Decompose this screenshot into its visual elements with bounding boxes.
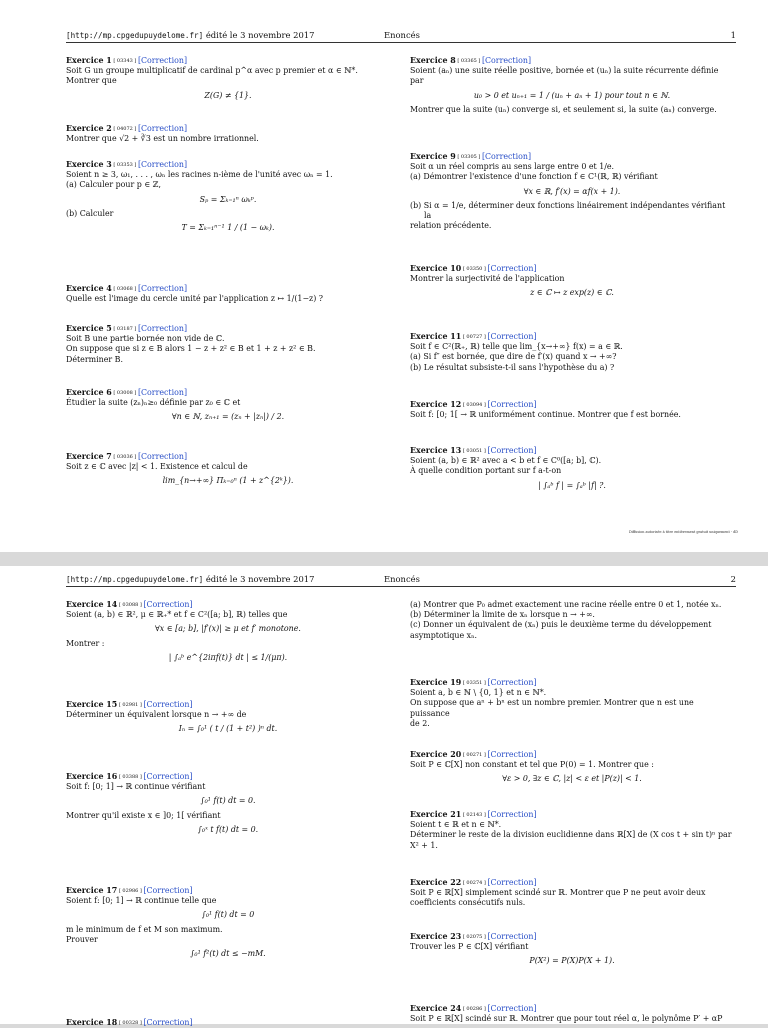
exercise-heading — [66, 160, 390, 170]
exercise-number: [ 03350 ] — [461, 266, 488, 272]
text-line: Montrer : — [66, 638, 105, 648]
exercise-block — [410, 152, 734, 231]
exercise-title: Exercice 17 — [66, 886, 118, 895]
exercise-block — [410, 810, 734, 851]
exercise-block — [410, 1004, 734, 1024]
text-line: Déterminer le reste de la division euclidienne dans ℝ[X] de (X cos t + sin t)ⁿ par — [410, 830, 732, 840]
left-column — [66, 56, 390, 546]
exercise-block — [66, 388, 390, 427]
exercise-title: Exercice 22 — [410, 878, 462, 887]
exercise-block — [410, 56, 734, 115]
exercise-title: Exercice 1 — [66, 56, 112, 65]
correction-link[interactable]: [Correction] — [487, 264, 537, 273]
exercise-heading — [66, 700, 390, 710]
text-line: (b) Le résultat subsiste-t-il sans l'hypothèse du a) ? — [410, 362, 615, 372]
text-line: Déterminer un équivalent lorsque n → +∞ de — [66, 710, 247, 720]
math-formula: ∫₀¹ f²(t) dt ≤ −mM. — [190, 949, 266, 959]
exercise-title: Exercice 16 — [66, 772, 118, 781]
correction-link[interactable]: [Correction] — [487, 810, 537, 819]
edit-date: édité le 3 novembre 2017 — [205, 30, 315, 40]
correction-link[interactable]: [Correction] — [143, 700, 193, 709]
exercise-heading — [410, 152, 734, 162]
text-line: Quelle est l'image du cercle unité par l'application z ↦ 1/(1−z) ? — [66, 294, 324, 304]
exercise-number: [ 03353 ] — [111, 162, 138, 168]
text-line: Soient (a, b) ∈ ℝ², μ ∈ ℝ₊* et f ∈ C²([a; b], ℝ) telles que — [66, 610, 288, 620]
exercise-title: Exercice 8 — [410, 56, 456, 65]
text-line: (a) Montrer que P₀ admet exactement une racine réelle entre 0 et 1, notée xₙ. — [410, 600, 722, 609]
exercise-heading — [410, 264, 734, 274]
correction-link[interactable]: [Correction] — [137, 388, 188, 397]
exercise-block — [66, 886, 390, 963]
exercise-title: Exercice 13 — [410, 446, 462, 455]
exercise-block — [410, 932, 734, 971]
exercise-heading — [410, 1004, 734, 1014]
exercise-number: [ 03068 ] — [111, 286, 138, 292]
exercise-heading — [66, 452, 390, 462]
site-url[interactable]: [http://mp.cpgedupuydelome.fr] — [66, 31, 204, 40]
text-line: (b) Si α = 1/e, déterminer deux fonctions linéairement indépendantes vérifiant la — [410, 200, 726, 221]
text-line: m le minimum de f et M son maximum. — [66, 924, 223, 934]
math-formula: ∫₀ˣ t f(t) dt = 0. — [197, 824, 259, 834]
exercise-heading — [66, 284, 390, 294]
exercise-title: Exercice 19 — [410, 678, 462, 687]
exercise-number: [ 02143 ] — [461, 812, 488, 818]
exercise-block — [410, 678, 734, 729]
exercise-title: Exercice 10 — [410, 264, 462, 273]
exercise-block — [66, 284, 390, 304]
text-line: Soient (a, b) ∈ ℝ² avec a < b et f ∈ C⁰([a; b], ℂ). — [410, 456, 602, 466]
exercise-heading — [66, 886, 390, 896]
text-line: asymptotique xₙ. — [410, 630, 478, 640]
exercise-number: [ 02075 ] — [461, 934, 488, 940]
math-formula: u₀ > 0 et uₙ₊₁ = 1 / (uₙ + aₙ + 1) pour tout n ∈ ℕ. — [473, 90, 671, 100]
correction-link[interactable]: [Correction] — [137, 160, 188, 169]
correction-link[interactable]: [Correction] — [143, 600, 193, 609]
exercise-heading — [66, 56, 390, 66]
correction-link[interactable]: [Correction] — [143, 886, 193, 895]
text-line: Montrer que — [66, 76, 117, 86]
exercise-heading — [410, 750, 734, 760]
text-line: Trouver les P ∈ ℂ[X] vérifiant — [410, 942, 529, 952]
exercise-number: [ 03365 ] — [455, 58, 482, 64]
exercise-title: Exercice 3 — [66, 160, 112, 169]
exercise-block — [410, 878, 734, 909]
exercise-heading — [66, 772, 390, 782]
page-number: 1 — [730, 30, 736, 40]
text-line: Prouver — [66, 934, 98, 944]
exercise-title: Exercice 5 — [66, 324, 112, 333]
correction-link[interactable]: [Correction] — [137, 324, 188, 333]
text-line: Soit P ∈ ℝ[X] simplement scindé sur ℝ. Montrer que P ne peut avoir deux — [410, 888, 706, 898]
exercise-block — [66, 772, 390, 839]
exercise-title: Exercice 20 — [410, 750, 462, 759]
exercise-block — [66, 600, 390, 667]
right-column — [410, 56, 734, 546]
exercise-heading — [410, 810, 734, 820]
math-formula: ∫₀¹ f(t) dt = 0 — [201, 910, 255, 920]
exercise-block — [410, 264, 734, 303]
edit-date: édité le 3 novembre 2017 — [205, 574, 315, 584]
text-line: Étudier la suite (zₙ)ₙ≥₀ définie par z₀ ∈ ℂ et — [66, 398, 241, 408]
text-line: (c) Donner un équivalent de (xₙ) puis le deuxième terme du développement — [410, 620, 712, 630]
correction-link[interactable]: [Correction] — [137, 56, 188, 65]
correction-link[interactable]: [Correction] — [143, 772, 193, 781]
math-formula: z ∈ ℂ ↦ z exp(z) ∈ ℂ. — [530, 288, 614, 298]
exercise-block — [410, 446, 734, 495]
exercise-number: [ 03036 ] — [111, 454, 138, 460]
exercise-number: [ 02981 ] — [117, 702, 144, 708]
exercise-number: [ 02986 ] — [117, 888, 144, 894]
section-title: Enoncés — [384, 30, 420, 40]
exercise-number: [ 00727 ] — [461, 334, 488, 340]
exercise-heading — [410, 932, 734, 942]
exercise-number: [ 03351 ] — [461, 680, 488, 686]
text-line: Montrer que la suite (uₙ) converge si, et seulement si, la suite (aₙ) converge. — [410, 104, 717, 114]
exercise-block — [410, 400, 734, 420]
math-formula: P(X²) = P(X)P(X + 1). — [529, 956, 615, 966]
correction-link[interactable]: [Correction] — [137, 284, 188, 293]
exercise-number: [ 03094 ] — [461, 402, 488, 408]
text-line: (a) Calculer pour p ∈ ℤ, — [66, 180, 161, 190]
exercise-heading — [410, 56, 734, 66]
exercise-heading — [410, 878, 734, 888]
correction-link[interactable]: [Correction] — [137, 452, 188, 461]
text-line: Soit P ∈ ℂ[X] non constant et tel que P(0) = 1. Montrer que : — [410, 760, 654, 770]
exercise-heading — [410, 400, 734, 410]
correction-link[interactable]: [Correction] — [143, 1018, 193, 1027]
text-line: On suppose que si z ∈ B alors 1 − z + z² ∈ B et 1 + z + z² ∈ B. — [66, 344, 316, 354]
correction-link[interactable]: [Correction] — [481, 152, 532, 161]
text-line: (b) Calculer — [66, 208, 114, 218]
math-formula: Iₙ = ∫₀¹ ( t / (1 + t²) )ⁿ dt. — [178, 724, 278, 734]
math-formula: ∀x ∈ [a; b], |f′(x)| ≥ μ et f′ monotone. — [155, 624, 301, 634]
exercise-number: [ 03388 ] — [117, 774, 144, 780]
text-line: Soit α un réel compris au sens large entre 0 et 1/e. — [410, 162, 615, 172]
exercise-heading — [66, 1018, 390, 1028]
text-line: Soient a, b ∈ ℕ \ {0, 1} et n ∈ ℕ*. — [410, 688, 547, 698]
text-line: (b) Déterminer la limite de xₙ lorsque n → +∞. — [410, 610, 595, 620]
page-2 — [0, 566, 768, 1027]
text-line: Soient n ≥ 3, ω₁, . . . , ωₙ les racines n-ième de l'unité avec ωₙ = 1. — [66, 170, 333, 180]
continuation-items — [410, 600, 734, 641]
text-line: Soit P ∈ ℝ[X] scindé sur ℝ. Montrer que pour tout réel α, le polynôme P′ + αP — [410, 1014, 723, 1024]
exercise-title: Exercice 24 — [410, 1004, 462, 1013]
exercise-number: [ 00328 ] — [117, 1020, 144, 1026]
text-line: relation précédente. — [410, 221, 492, 231]
correction-link[interactable]: [Correction] — [487, 678, 537, 687]
footnote: Diffusion autorisée à titre entièrement gratuit uniquement - dD — [628, 530, 738, 534]
exercise-number: [ 04072 ] — [111, 126, 138, 132]
exercise-block — [410, 332, 734, 373]
exercise-title: Exercice 21 — [410, 810, 462, 819]
correction-link[interactable]: [Correction] — [487, 400, 537, 409]
text-line: Montrer qu'il existe x ∈ ]0; 1[ vérifiant — [66, 810, 221, 820]
correction-link[interactable]: [Correction] — [487, 932, 537, 941]
math-formula: ∀ε > 0, ∃z ∈ ℂ, |z| < ε et |P(z)| < 1. — [502, 774, 642, 784]
text-line: Soit f: [0; 1[ → ℝ uniformément continue. Montrer que f est bornée. — [410, 410, 681, 420]
text-line: Soit f ∈ C²(ℝ₊, ℝ) telle que lim_{x→+∞} f(x) = a ∈ ℝ. — [410, 342, 623, 352]
text-line: Soient f: [0; 1] → ℝ continue telle que — [66, 896, 217, 906]
exercise-title: Exercice 7 — [66, 452, 112, 461]
math-formula: Z(G) ≠ {1}. — [204, 90, 252, 100]
exercise-heading — [410, 332, 734, 342]
exercise-block — [66, 56, 390, 105]
page-number: 2 — [730, 574, 736, 584]
exercise-title: Exercice 12 — [410, 400, 462, 409]
text-line: Soit f: [0; 1] → ℝ continue vérifiant — [66, 782, 206, 792]
text-line: Soit G un groupe multiplicatif de cardinal p^α avec p premier et α ∈ ℕ*. — [66, 66, 358, 76]
correction-link[interactable]: [Correction] — [487, 1004, 537, 1013]
text-line: coefficients consécutifs nuls. — [410, 898, 526, 908]
exercise-heading — [66, 324, 390, 334]
right-column — [410, 600, 734, 1024]
exercise-title: Exercice 6 — [66, 388, 112, 397]
exercise-block — [66, 324, 390, 365]
page-header — [66, 30, 736, 43]
exercise-block — [66, 160, 390, 237]
exercise-title: Exercice 15 — [66, 700, 118, 709]
correction-link[interactable]: [Correction] — [487, 446, 537, 455]
text-line: (a) Si f″ est bornée, que dire de f′(x) quand x → +∞? — [410, 352, 617, 362]
exercise-number: [ 00271 ] — [461, 752, 488, 758]
text-line: Déterminer B. — [66, 354, 123, 364]
exercise-block — [410, 750, 734, 789]
left-column — [66, 600, 390, 1027]
exercise-number: [ 03187 ] — [111, 326, 138, 332]
exercise-title: Exercice 23 — [410, 932, 462, 941]
exercise-title: Exercice 4 — [66, 284, 112, 293]
exercise-heading — [66, 600, 390, 610]
exercise-heading — [66, 388, 390, 398]
math-formula: | ∫ₐᵇ f | = ∫ₐᵇ |f| ?. — [538, 480, 606, 490]
text-line: de 2. — [410, 718, 430, 728]
exercise-title: Exercice 9 — [410, 152, 456, 161]
correction-link[interactable]: [Correction] — [481, 56, 532, 65]
exercise-number: [ 03343 ] — [111, 58, 138, 64]
text-line: À quelle condition portant sur f a-t-on — [410, 466, 562, 476]
math-formula: Sₚ = Σₖ₌₁ⁿ ωₖᵖ. — [199, 194, 257, 204]
correction-link[interactable]: [Correction] — [487, 878, 537, 887]
exercise-block — [66, 124, 390, 144]
exercise-title: Exercice 14 — [66, 600, 118, 609]
section-title: Enoncés — [384, 574, 420, 584]
math-formula: ∫₀¹ f(t) dt = 0. — [200, 796, 256, 806]
text-line: (a) Démontrer l'existence d'une fonction f ∈ C¹(ℝ, ℝ) vérifiant — [410, 172, 658, 182]
text-line: Soit B une partie bornée non vide de ℂ. — [66, 334, 225, 344]
exercise-number: [ 03305 ] — [455, 154, 482, 160]
text-line: Soient (aₙ) une suite réelle positive, bornée et (uₙ) la suite récurrente définie par — [410, 66, 719, 86]
exercise-number: [ 03088 ] — [117, 602, 144, 608]
exercise-block — [66, 700, 390, 739]
correction-link[interactable]: [Correction] — [487, 750, 537, 759]
text-line: Montrer la surjectivité de l'application — [410, 274, 565, 284]
math-formula: ∀n ∈ ℕ, zₙ₊₁ = (zₙ + |zₙ|) / 2. — [171, 412, 285, 422]
exercise-title: Exercice 11 — [410, 332, 462, 341]
exercise-heading — [410, 446, 734, 456]
exercise-number: [ 00286 ] — [461, 1006, 488, 1012]
text-line: X² + 1. — [410, 840, 438, 850]
page-header — [66, 574, 736, 587]
text-line: Soient t ∈ ℝ et n ∈ ℕ*. — [410, 820, 502, 830]
math-formula: T = Σₖ₌₁ⁿ⁻¹ 1 / (1 − ωₖ). — [181, 223, 275, 233]
math-formula: lim_{n→+∞} Πₖ₌₀ⁿ (1 + z^{2ᵏ}). — [162, 476, 294, 486]
exercise-number: [ 00274 ] — [461, 880, 488, 886]
exercise-number: [ 03051 ] — [461, 448, 488, 454]
correction-link[interactable]: [Correction] — [487, 332, 537, 341]
text-line: On suppose que aⁿ + bⁿ est un nombre premier. Montrer que n est une puissance — [410, 698, 694, 718]
math-formula: | ∫ₐᵇ e^{2iπf(t)} dt | ≤ 1/(μπ). — [168, 652, 288, 662]
correction-link[interactable]: [Correction] — [137, 124, 188, 133]
exercise-block — [66, 452, 390, 491]
exercise-title: Exercice 18 — [66, 1018, 118, 1027]
site-url[interactable]: [http://mp.cpgedupuydelome.fr] — [66, 575, 204, 584]
exercise-block — [66, 1018, 390, 1028]
exercise-title: Exercice 2 — [66, 124, 112, 133]
exercise-number: [ 03008 ] — [111, 390, 138, 396]
exercise-heading — [410, 678, 734, 688]
math-formula: ∀x ∈ ℝ, f′(x) = αf(x + 1). — [523, 186, 621, 196]
exercise-heading — [66, 124, 390, 134]
text-line: Soit z ∈ ℂ avec |z| < 1. Existence et calcul de — [66, 462, 248, 472]
text-line: Montrer que √2 + ∛3 est un nombre irrationnel. — [66, 134, 259, 144]
